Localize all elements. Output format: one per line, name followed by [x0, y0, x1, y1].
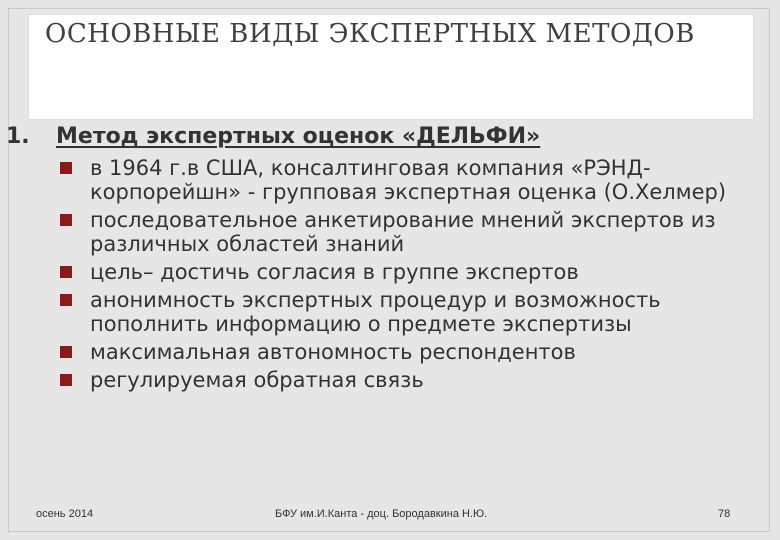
square-bullet-icon [60, 374, 72, 386]
slide-title: ОСНОВНЫЕ ВИДЫ ЭКСПЕРТНЫХ МЕТОДОВ [45, 19, 695, 49]
square-bullet-icon [60, 266, 72, 278]
bullet-text: в 1964 г.в США, консалтинговая компания «РЭНД-корпорейшн» - групповая экспертная оценка (О.Хелмер) [90, 156, 727, 204]
bullet-text: регулируемая обратная связь [90, 368, 424, 392]
section-heading-row [6, 124, 760, 149]
bullet-list [60, 156, 760, 396]
bullet-text: максимальная автономность респондентов [90, 340, 576, 364]
footer-date: осень 2014 [36, 508, 94, 520]
footer-author: БФУ им.И.Канта - доц. Бородавкина Н.Ю. [275, 508, 488, 520]
section-number: 1. [6, 124, 30, 149]
square-bullet-icon [60, 214, 72, 226]
bullet-text: последовательное анкетирование мнений экспертов из различных областей знаний [90, 208, 716, 256]
bullet-item [60, 340, 760, 364]
section-heading: Метод экспертных оценок «ДЕЛЬФИ» [56, 124, 541, 149]
bullet-item [60, 208, 760, 256]
bullet-text: анонимность экспертных процедур и возможность пополнить информацию о предмете экспертизы [90, 288, 661, 336]
bullet-item [60, 156, 760, 204]
bullet-item [60, 288, 760, 336]
square-bullet-icon [60, 294, 72, 306]
square-bullet-icon [60, 162, 72, 174]
bullet-text: цель– достичь согласия в группе экспертов [90, 260, 579, 284]
square-bullet-icon [60, 346, 72, 358]
footer-page-number: 78 [718, 508, 731, 520]
title-box [28, 14, 754, 120]
bullet-item [60, 368, 760, 392]
bullet-item [60, 260, 760, 284]
